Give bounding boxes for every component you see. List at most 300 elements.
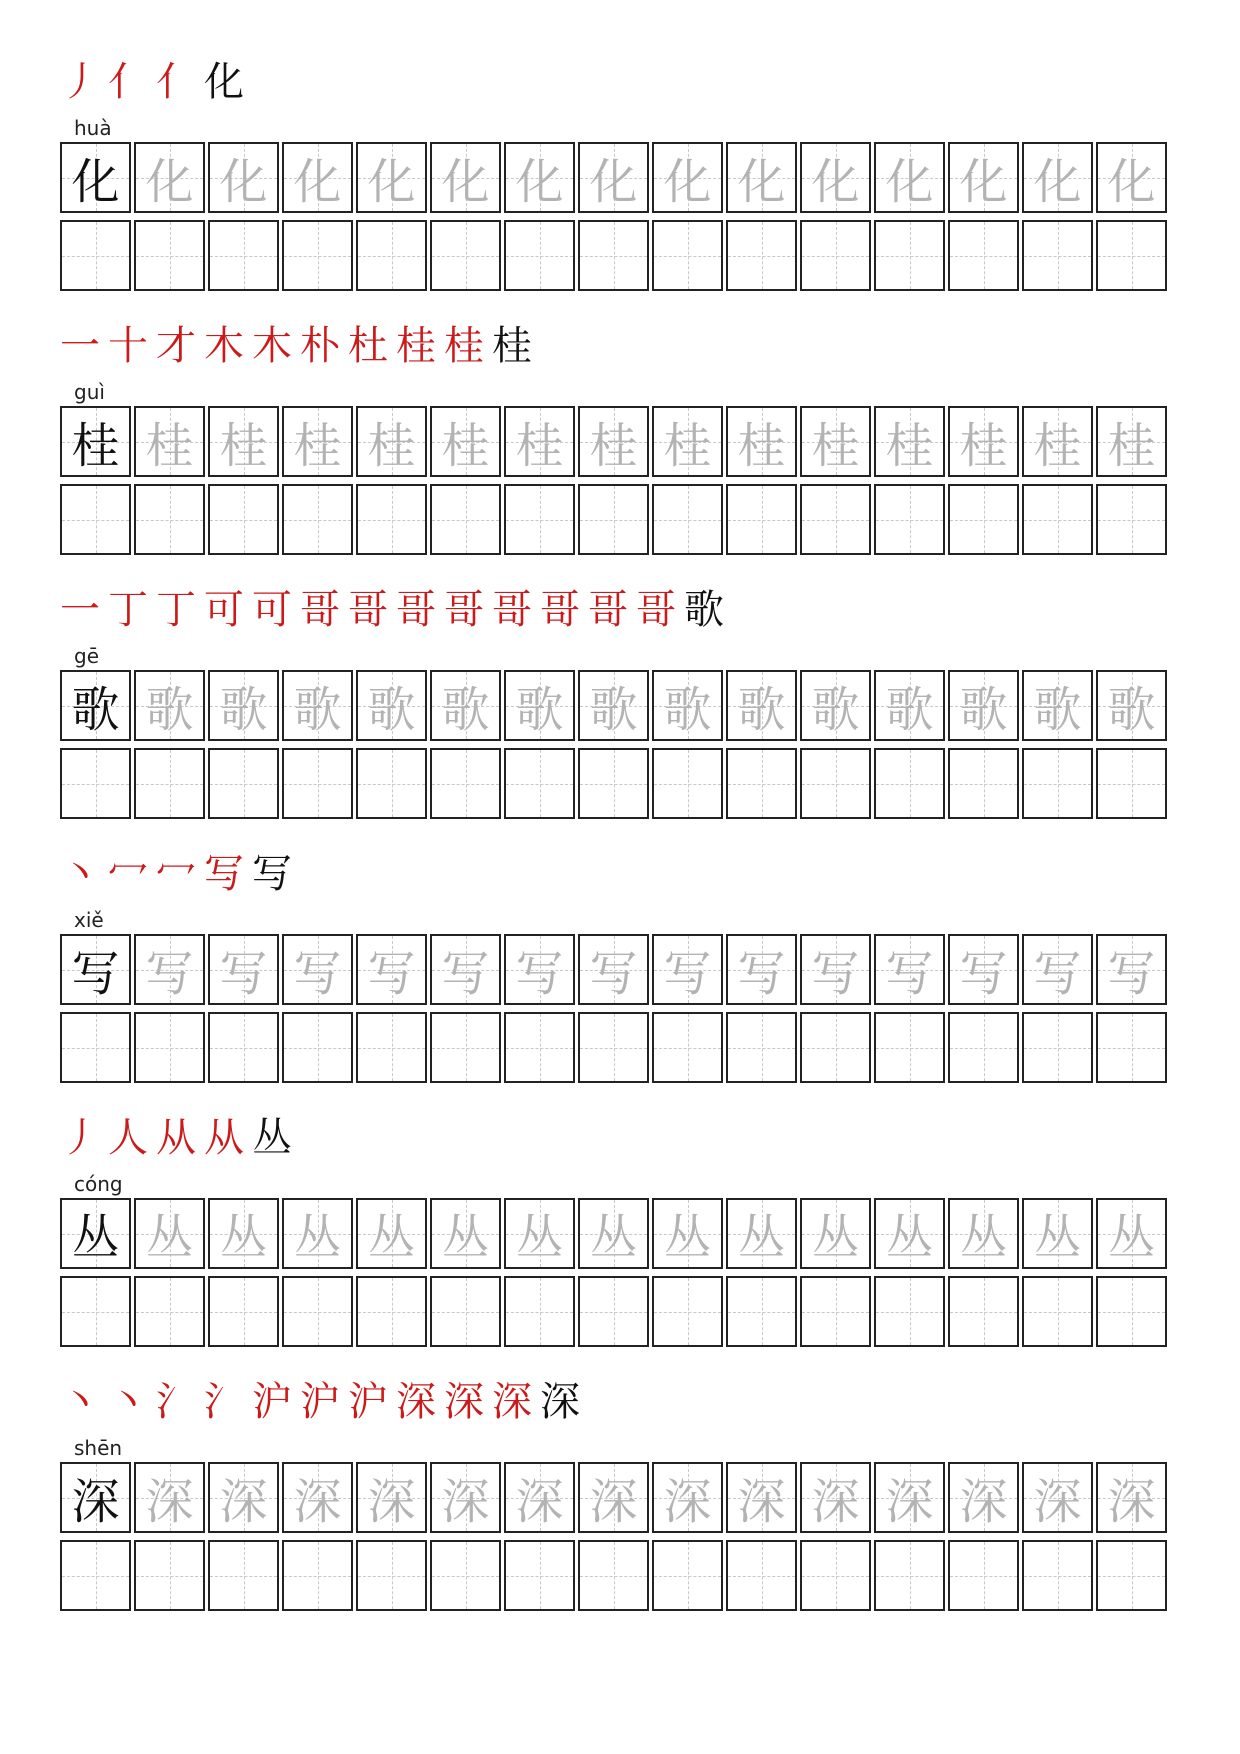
trace-cell [1096,142,1167,213]
trace-character: 写 [811,946,860,1002]
writing-cell[interactable] [948,484,1019,555]
practice-row [60,1276,1167,1347]
trace-cell [652,1198,723,1269]
trace-character: 写 [145,946,194,1002]
trace-character: 桂 [885,418,934,474]
writing-cell[interactable] [356,748,427,819]
trace-character: 写 [589,946,638,1002]
writing-cell[interactable] [578,1012,649,1083]
trace-cell [430,1198,501,1269]
stroke-step: 桂 [444,323,484,369]
stroke-step: 木 [204,323,244,369]
writing-cell[interactable] [356,484,427,555]
stroke-step: 沪 [348,1379,388,1425]
trace-cell [1096,1198,1167,1269]
stroke-step: 写 [252,851,292,897]
trace-cell [726,670,797,741]
writing-cell[interactable] [134,220,205,291]
trace-cell [208,142,279,213]
stroke-step: 人 [108,1115,148,1161]
writing-cell[interactable] [60,1012,131,1083]
trace-character: 化 [219,154,268,210]
trace-cell [578,142,649,213]
trace-cell [726,406,797,477]
trace-character: 写 [1107,946,1156,1002]
trace-character: 歌 [1033,682,1082,738]
trace-cell [578,1462,649,1533]
stroke-step: 深 [396,1379,436,1425]
writing-cell[interactable] [134,1012,205,1083]
writing-cell[interactable] [282,1540,353,1611]
trace-cell [578,406,649,477]
writing-cell[interactable] [430,484,501,555]
trace-cell [1022,142,1093,213]
trace-character: 深 [515,1474,564,1530]
trace-character: 化 [1107,154,1156,210]
trace-cell [504,934,575,1005]
writing-cell[interactable] [430,1276,501,1347]
pinyin-label: huà [74,116,112,140]
writing-cell[interactable] [800,1012,871,1083]
writing-cell[interactable] [430,1012,501,1083]
writing-cell[interactable] [134,748,205,819]
trace-character: 歌 [441,682,490,738]
trace-cell [1096,670,1167,741]
pinyin-label: xiě [74,908,104,932]
trace-cell [652,142,723,213]
trace-cell [948,670,1019,741]
trace-cell [134,670,205,741]
trace-character: 化 [811,154,860,210]
writing-cell[interactable] [208,484,279,555]
writing-cell[interactable] [282,1276,353,1347]
writing-cell[interactable] [282,748,353,819]
trace-cell [134,142,205,213]
stroke-order-sequence [60,578,724,638]
trace-character: 桂 [441,418,490,474]
trace-cell [282,142,353,213]
trace-cell [578,1198,649,1269]
stroke-step: 深 [540,1379,580,1425]
trace-cell [800,670,871,741]
trace-character: 歌 [515,682,564,738]
trace-character: 歌 [959,682,1008,738]
stroke-step: 氵 [156,1379,196,1425]
writing-cell[interactable] [874,1276,945,1347]
trace-character: 化 [145,154,194,210]
trace-cell [800,1462,871,1533]
writing-cell[interactable] [800,220,871,291]
trace-cell [1096,1462,1167,1533]
writing-cell[interactable] [578,1276,649,1347]
writing-cell[interactable] [1096,1540,1167,1611]
writing-cell[interactable] [1022,1276,1093,1347]
writing-cell[interactable] [60,484,131,555]
trace-character: 深 [1107,1474,1156,1530]
trace-cell [134,406,205,477]
stroke-step: 丶 [60,1379,100,1425]
trace-character: 丛 [293,1210,342,1266]
trace-cell [356,1462,427,1533]
stroke-step: 才 [156,323,196,369]
stroke-step: 化 [204,59,244,105]
trace-character: 写 [219,946,268,1002]
writing-cell[interactable] [504,220,575,291]
trace-character: 深 [663,1474,712,1530]
trace-cell [282,1198,353,1269]
model-character: 桂 [71,418,120,474]
writing-cell[interactable] [504,1540,575,1611]
trace-character: 深 [811,1474,860,1530]
trace-character: 丛 [441,1210,490,1266]
trace-character: 桂 [145,418,194,474]
trace-character: 化 [589,154,638,210]
stroke-step: 哥 [492,587,532,633]
stroke-step: 一 [60,323,100,369]
trace-character: 写 [293,946,342,1002]
trace-cell [948,1462,1019,1533]
trace-cell [800,142,871,213]
writing-cell[interactable] [800,1540,871,1611]
trace-cell [504,142,575,213]
writing-cell[interactable] [60,748,131,819]
writing-cell[interactable] [948,748,1019,819]
stroke-step: 冖 [156,851,196,897]
model-cell [60,142,131,213]
trace-character: 写 [441,946,490,1002]
trace-character: 写 [959,946,1008,1002]
model-cell [60,406,131,477]
trace-character: 歌 [737,682,786,738]
trace-cell [1022,406,1093,477]
model-character: 深 [71,1474,120,1530]
writing-cell[interactable] [1096,1012,1167,1083]
model-character: 化 [71,154,120,210]
writing-cell[interactable] [726,220,797,291]
stroke-step: 沪 [300,1379,340,1425]
writing-cell[interactable] [1022,220,1093,291]
trace-character: 化 [663,154,712,210]
trace-cell [208,406,279,477]
writing-cell[interactable] [726,484,797,555]
stroke-step: 桂 [396,323,436,369]
trace-character: 歌 [663,682,712,738]
writing-cell[interactable] [208,1012,279,1083]
trace-cell [356,406,427,477]
trace-character: 桂 [1033,418,1082,474]
stroke-order-sequence [60,50,244,110]
writing-cell[interactable] [1022,1540,1093,1611]
stroke-step: 丿 [60,1115,100,1161]
trace-character: 化 [367,154,416,210]
trace-cell [652,1462,723,1533]
stroke-step: 丁 [156,587,196,633]
trace-character: 桂 [219,418,268,474]
writing-cell[interactable] [874,1540,945,1611]
writing-cell[interactable] [874,1012,945,1083]
stroke-step: 深 [492,1379,532,1425]
writing-cell[interactable] [726,1540,797,1611]
stroke-step: 哥 [444,587,484,633]
trace-character: 桂 [293,418,342,474]
writing-cell[interactable] [948,1276,1019,1347]
trace-character: 深 [737,1474,786,1530]
stroke-step: 可 [252,587,292,633]
stroke-step: 丶 [60,851,100,897]
trace-cell [726,934,797,1005]
stroke-order-sequence [60,842,292,902]
trace-character: 歌 [145,682,194,738]
trace-character: 写 [515,946,564,1002]
trace-character: 深 [293,1474,342,1530]
stroke-step: 哥 [348,587,388,633]
tracing-row [60,1462,1167,1533]
trace-cell [726,142,797,213]
trace-character: 化 [959,154,1008,210]
stroke-step: 写 [204,851,244,897]
stroke-order-sequence [60,1370,580,1430]
writing-cell[interactable] [504,748,575,819]
stroke-step: 亻 [156,59,196,105]
trace-cell [948,1198,1019,1269]
trace-character: 桂 [1107,418,1156,474]
writing-cell[interactable] [208,1540,279,1611]
writing-cell[interactable] [430,748,501,819]
stroke-step: 冖 [108,851,148,897]
trace-character: 歌 [367,682,416,738]
stroke-step: 从 [156,1115,196,1161]
trace-cell [134,934,205,1005]
tracing-row [60,406,1167,477]
writing-cell[interactable] [356,220,427,291]
trace-cell [726,1198,797,1269]
writing-cell[interactable] [282,484,353,555]
trace-cell [356,670,427,741]
writing-cell[interactable] [504,484,575,555]
writing-cell[interactable] [578,484,649,555]
model-cell [60,1198,131,1269]
trace-character: 化 [737,154,786,210]
trace-cell [1022,934,1093,1005]
trace-character: 化 [441,154,490,210]
trace-cell [356,142,427,213]
trace-cell [874,670,945,741]
writing-cell[interactable] [1096,484,1167,555]
trace-character: 深 [589,1474,638,1530]
writing-cell[interactable] [208,748,279,819]
trace-character: 丛 [589,1210,638,1266]
trace-cell [504,1462,575,1533]
trace-cell [134,1462,205,1533]
pinyin-label: cóng [74,1172,123,1196]
writing-cell[interactable] [208,220,279,291]
writing-cell[interactable] [652,220,723,291]
stroke-step: 十 [108,323,148,369]
writing-cell[interactable] [356,1540,427,1611]
stroke-step: 哥 [588,587,628,633]
stroke-step: 丶 [108,1379,148,1425]
trace-character: 丛 [885,1210,934,1266]
writing-cell[interactable] [1096,748,1167,819]
practice-row [60,748,1167,819]
stroke-step: 从 [204,1115,244,1161]
stroke-step: 丛 [252,1115,292,1161]
writing-cell[interactable] [134,1540,205,1611]
writing-cell[interactable] [874,484,945,555]
model-character: 丛 [71,1210,120,1266]
writing-cell[interactable] [60,1540,131,1611]
stroke-step: 歌 [684,587,724,633]
trace-character: 丛 [515,1210,564,1266]
writing-cell[interactable] [948,1012,1019,1083]
stroke-step: 桂 [492,323,532,369]
trace-character: 深 [959,1474,1008,1530]
stroke-step: 亻 [108,59,148,105]
trace-character: 化 [293,154,342,210]
writing-cell[interactable] [430,1540,501,1611]
writing-cell[interactable] [1022,748,1093,819]
writing-cell[interactable] [652,1276,723,1347]
writing-cell[interactable] [800,484,871,555]
stroke-step: 丿 [60,59,100,105]
writing-cell[interactable] [208,1276,279,1347]
trace-cell [948,142,1019,213]
trace-character: 写 [367,946,416,1002]
writing-cell[interactable] [282,220,353,291]
trace-cell [430,142,501,213]
stroke-step: 木 [252,323,292,369]
trace-character: 歌 [885,682,934,738]
trace-cell [208,670,279,741]
writing-cell[interactable] [874,748,945,819]
model-character: 歌 [71,682,120,738]
trace-cell [504,670,575,741]
stroke-step: 氵 [204,1379,244,1425]
trace-character: 化 [515,154,564,210]
writing-cell[interactable] [1096,220,1167,291]
trace-character: 丛 [219,1210,268,1266]
trace-cell [652,934,723,1005]
pinyin-label: guì [74,380,105,404]
writing-cell[interactable] [578,1540,649,1611]
practice-row [60,1012,1167,1083]
tracing-row [60,934,1167,1005]
trace-cell [874,934,945,1005]
trace-cell [430,1462,501,1533]
practice-row [60,1540,1167,1611]
trace-cell [208,1462,279,1533]
trace-cell [430,934,501,1005]
trace-cell [282,1462,353,1533]
trace-character: 桂 [959,418,1008,474]
trace-cell [504,406,575,477]
writing-cell[interactable] [60,1276,131,1347]
trace-cell [1022,1462,1093,1533]
stroke-step: 沪 [252,1379,292,1425]
writing-cell[interactable] [356,1012,427,1083]
writing-cell[interactable] [800,1276,871,1347]
trace-cell [874,406,945,477]
writing-cell[interactable] [134,1276,205,1347]
writing-cell[interactable] [800,748,871,819]
trace-character: 化 [1033,154,1082,210]
stroke-step: 可 [204,587,244,633]
trace-character: 歌 [589,682,638,738]
trace-cell [874,1198,945,1269]
writing-cell[interactable] [504,1276,575,1347]
trace-cell [134,1198,205,1269]
trace-character: 写 [663,946,712,1002]
trace-character: 丛 [959,1210,1008,1266]
trace-character: 深 [219,1474,268,1530]
trace-character: 丛 [1033,1210,1082,1266]
trace-cell [504,1198,575,1269]
writing-cell[interactable] [430,220,501,291]
trace-character: 化 [885,154,934,210]
writing-cell[interactable] [282,1012,353,1083]
writing-cell[interactable] [652,1540,723,1611]
trace-cell [800,406,871,477]
writing-cell[interactable] [1096,1276,1167,1347]
writing-cell[interactable] [1022,484,1093,555]
stroke-step: 哥 [636,587,676,633]
trace-cell [948,406,1019,477]
writing-cell[interactable] [948,220,1019,291]
trace-cell [800,1198,871,1269]
trace-cell [726,1462,797,1533]
trace-cell [874,142,945,213]
trace-character: 歌 [811,682,860,738]
writing-cell[interactable] [504,1012,575,1083]
tracing-row [60,1198,1167,1269]
stroke-step: 朴 [300,323,340,369]
trace-character: 深 [145,1474,194,1530]
writing-cell[interactable] [1022,1012,1093,1083]
stroke-step: 丁 [108,587,148,633]
trace-character: 丛 [663,1210,712,1266]
trace-cell [356,1198,427,1269]
writing-cell[interactable] [578,220,649,291]
trace-character: 深 [441,1474,490,1530]
trace-cell [652,406,723,477]
trace-cell [282,670,353,741]
pinyin-label: gē [74,644,99,668]
writing-cell[interactable] [874,220,945,291]
writing-cell[interactable] [652,748,723,819]
writing-cell[interactable] [578,748,649,819]
writing-cell[interactable] [726,748,797,819]
stroke-step: 一 [60,587,100,633]
writing-cell[interactable] [652,1012,723,1083]
tracing-row [60,670,1167,741]
trace-character: 桂 [811,418,860,474]
trace-character: 丛 [737,1210,786,1266]
practice-row [60,484,1167,555]
trace-character: 桂 [515,418,564,474]
practice-row [60,220,1167,291]
writing-cell[interactable] [652,484,723,555]
model-character: 写 [71,946,120,1002]
writing-cell[interactable] [726,1012,797,1083]
writing-cell[interactable] [948,1540,1019,1611]
writing-cell[interactable] [134,484,205,555]
writing-cell[interactable] [356,1276,427,1347]
trace-character: 歌 [1107,682,1156,738]
trace-character: 桂 [737,418,786,474]
writing-cell[interactable] [60,220,131,291]
writing-cell[interactable] [726,1276,797,1347]
trace-cell [578,670,649,741]
